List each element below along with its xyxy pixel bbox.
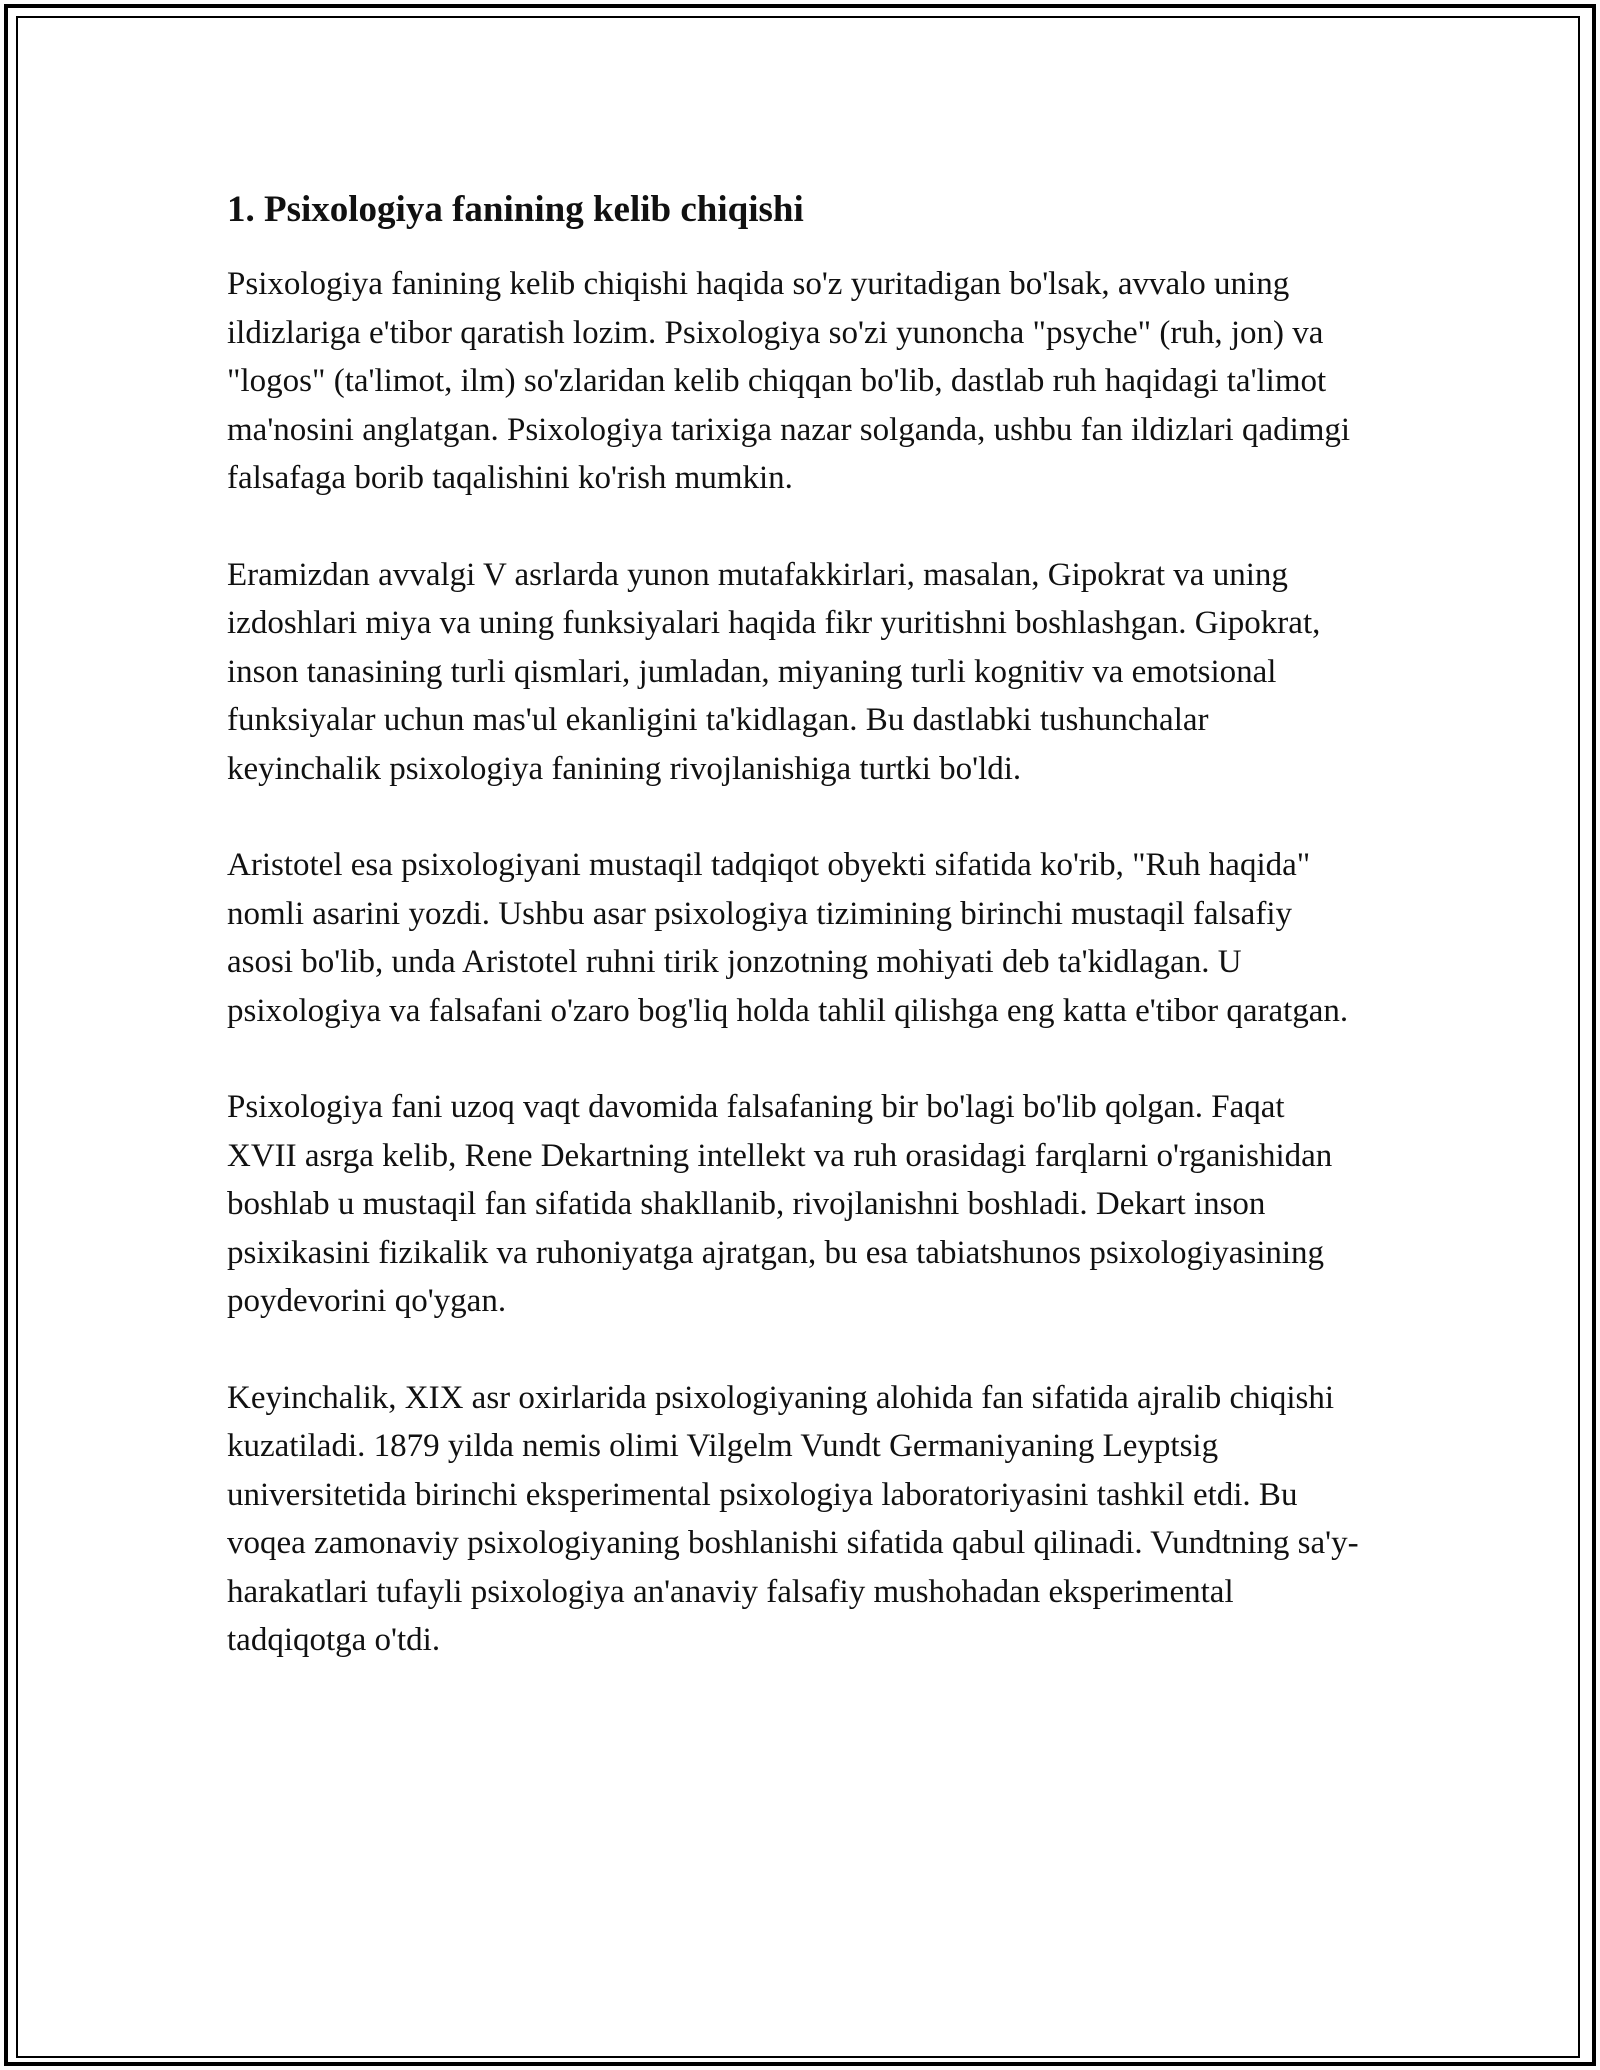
document-body: [227, 186, 1362, 1713]
paragraph-aristotle: Aristotel esa psixologiyani mustaqil tadqiqot obyekti sifatida ko'rib, "Ruh haqida" nomli asarini yozdi. Ushbu asar psixologiya tizimining birinchi mustaqil falsafiy asosi bo'lib, unda Aristotel ruhni tirik jonzotning mohiyati deb ta'kidlagan. U psixologiya va falsafani o'zaro bog'liq holda tahlil qilishga eng katta e'tibor qaratgan.: [227, 847, 1349, 1029]
paragraph-descartes: Psixologiya fani uzoq vaqt davomida falsafaning bir bo'lagi bo'lib qolgan. Faqat XVII asrga kelib, Rene Dekartning intellekt va ruh orasidagi farqlarni o'rganishidan boshlab u mustaqil fan sifatida shakllanib, rivojlanishni boshladi. Dekart inson psixikasini fizikalik va ruhoniyatga ajratgan, bu esa tabiatshunos psixologiyasining poydevorini qo'ygan.: [227, 1089, 1333, 1319]
section-heading: 1. Psixologiya fanining kelib chiqishi: [227, 189, 804, 230]
paragraph-origin-of-psychology: Psixologiya fanining kelib chiqishi haqida so'z yuritadigan bo'lsak, avvalo uning ildizlariga e'tibor qaratish lozim. Psixologiya so'zi yunoncha "psyche" (ruh, jon) va "logos" (ta'limot, ilm) so'zlaridan kelib chiqqan bo'lib, dastlab ruh haqidagi ta'limot ma'nosini anglatgan. Psixologiya tarixiga nazar solganda, ushbu fan ildizlari qadimgi falsafaga borib taqalishini ko'rish mumkin.: [227, 266, 1351, 496]
paragraph-wundt: Keyinchalik, XIX asr oxirlarida psixologiyaning alohida fan sifatida ajralib chiqishi kuzatiladi. 1879 yilda nemis olimi Vilgelm Vundt Germaniyaning Leyptsig universitetida birinchi eksperimental psixologiya laboratoriyasini tashkil etdi. Bu voqea zamonaviy psixologiyaning boshlanishi sifatida qabul qilinadi. Vundtning sa'y-harakatlari tufayli psixologiya an'anaviy falsafiy mushohadan eksperimental tadqiqotga o'tdi.: [227, 1379, 1359, 1658]
paragraph-hippocrates: Eramizdan avvalgi V asrlarda yunon mutafakkirlari, masalan, Gipokrat va uning izdoshlari miya va uning funksiyalari haqida fikr yuritishni boshlashgan. Gipokrat, inson tanasining turli qismlari, jumladan, miyaning turli kognitiv va emotsional funksiyalar uchun mas'ul ekanligini ta'kidlagan. Bu dastlabki tushunchalar keyinchalik psixologiya fanining rivojlanishiga turtki bo'ldi.: [227, 556, 1321, 787]
